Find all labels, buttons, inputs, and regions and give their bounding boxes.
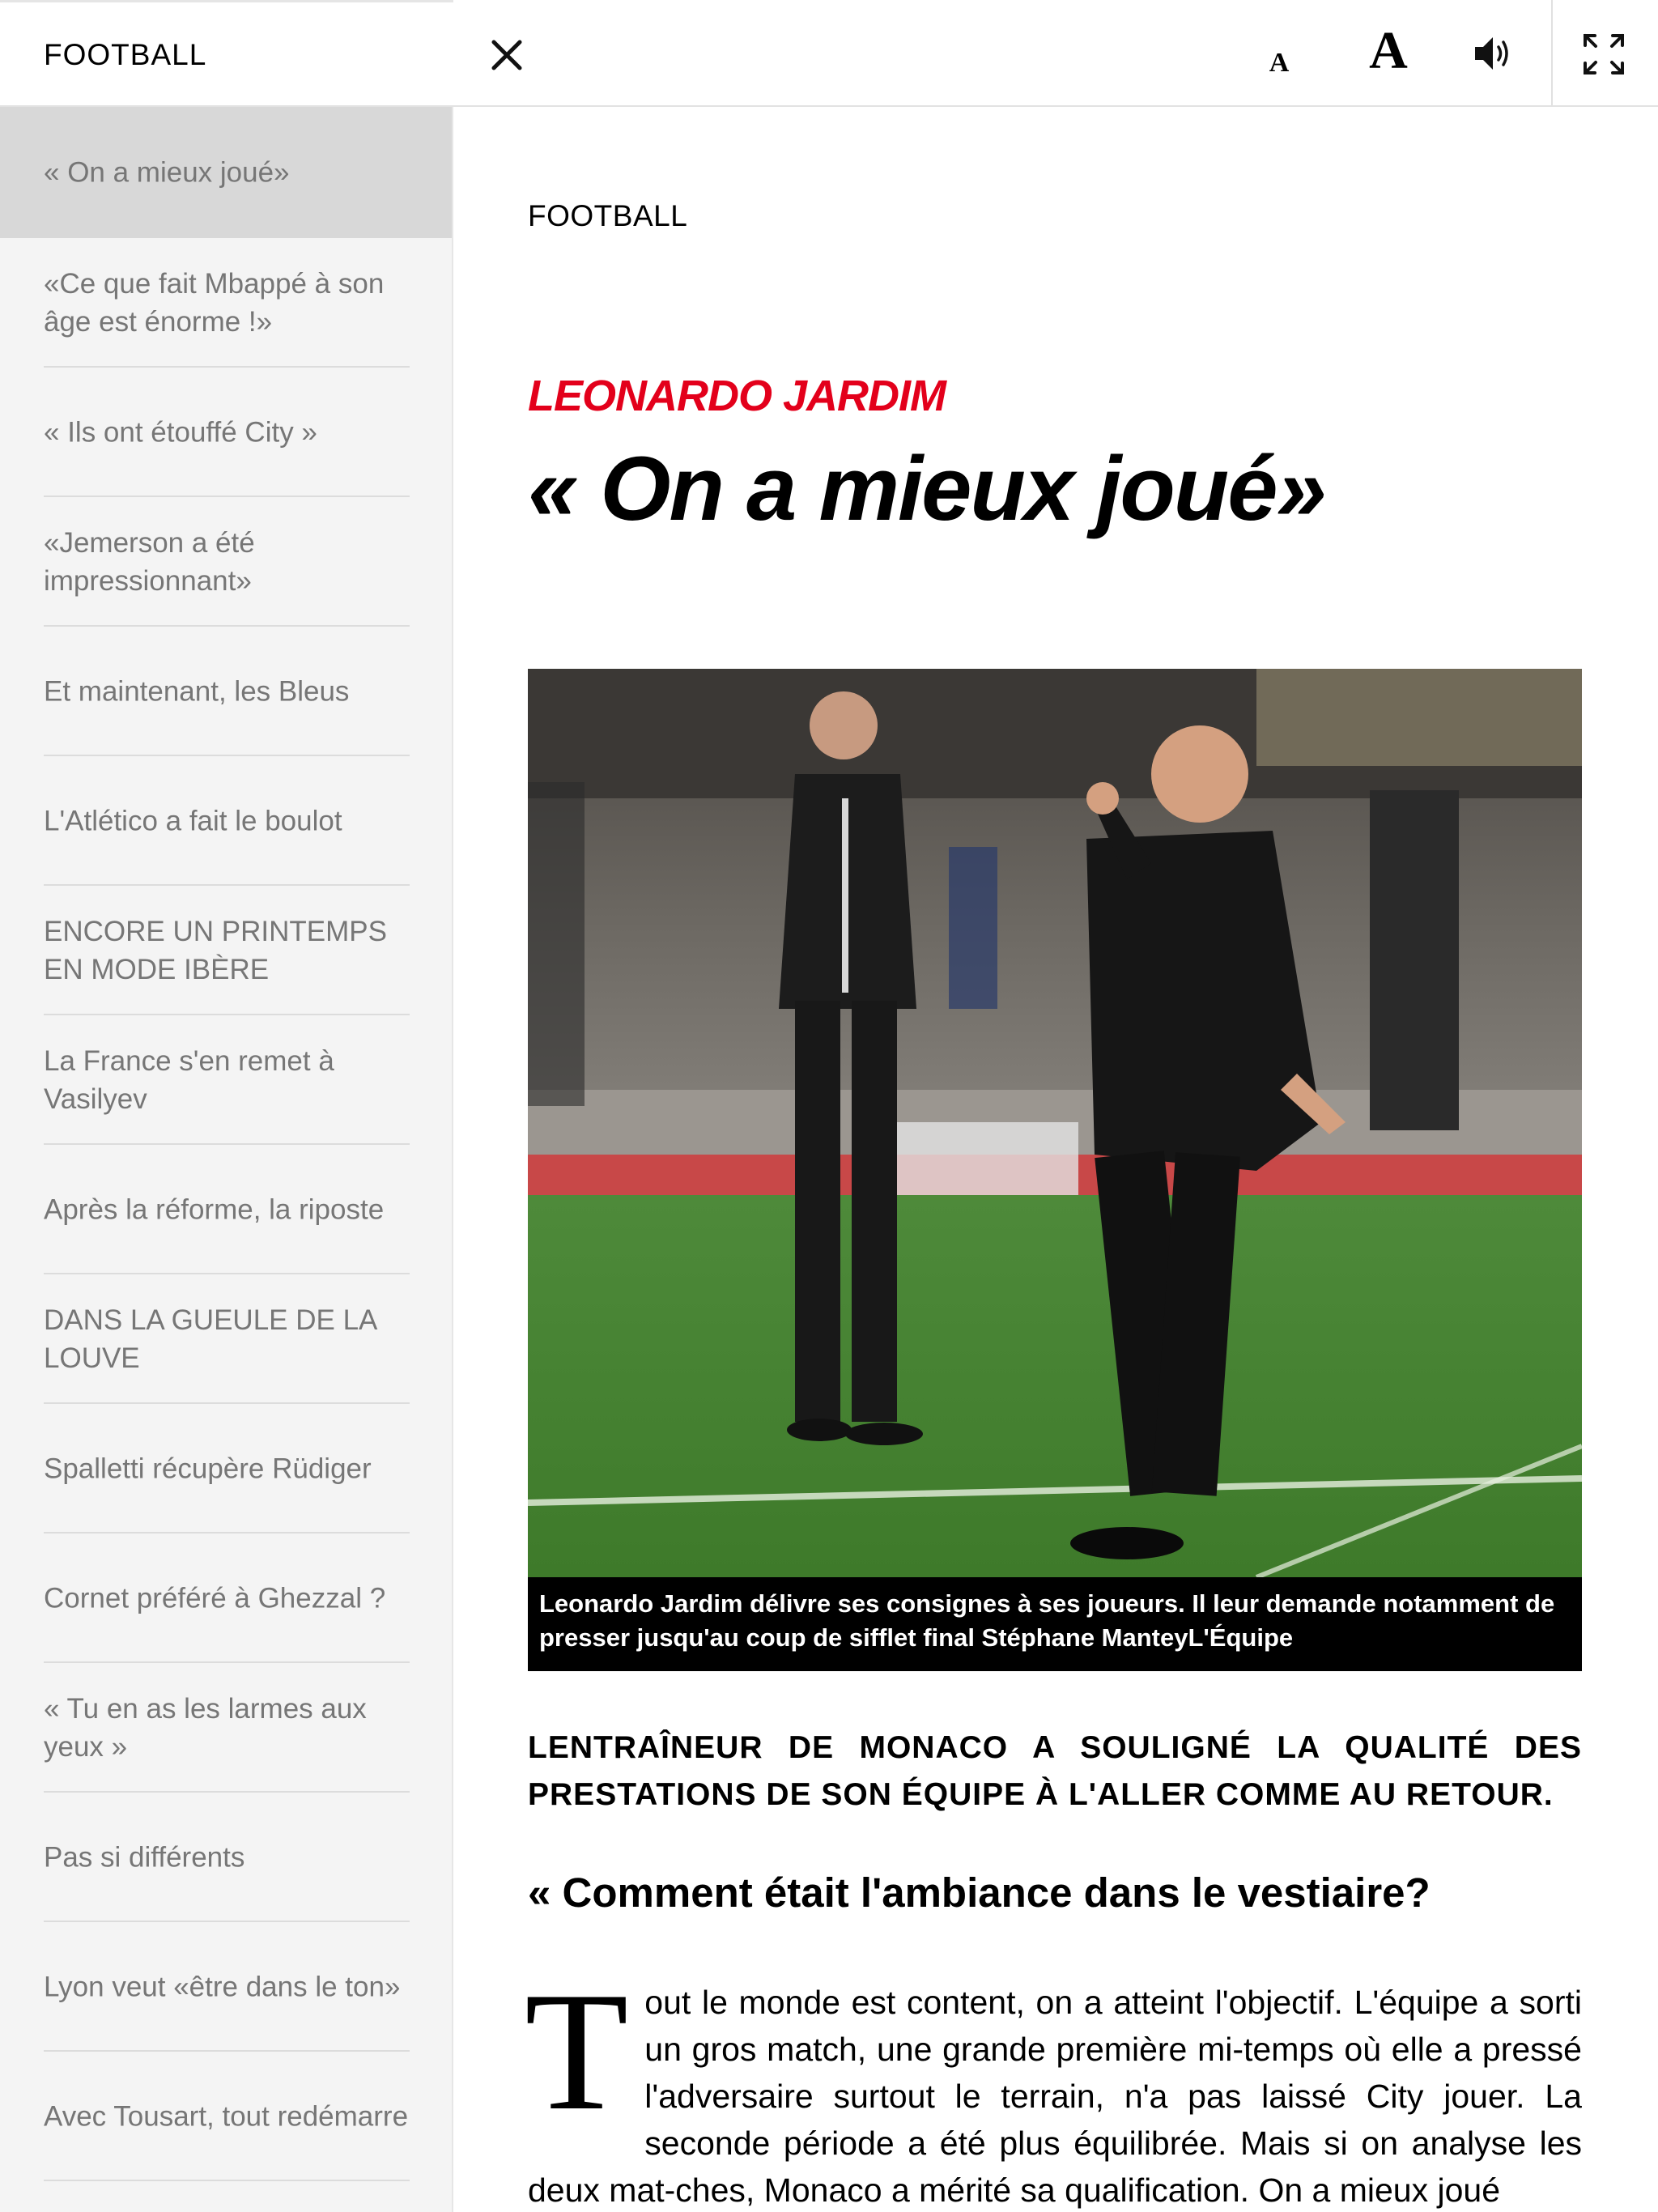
close-icon xyxy=(484,32,529,78)
article-lead xyxy=(528,1725,1582,1819)
sidebar-item-label: Spalletti récupère Rüdiger xyxy=(44,1453,372,1485)
sidebar-item-label: ENCORE UN PRINTEMPS EN MODE IBÈRE xyxy=(44,916,387,985)
sidebar-item[interactable] xyxy=(0,497,452,627)
photo-caption: Leonardo Jardim délivre ses consignes à ses joueurs. Il leur demande notamment de presser jusqu'au coup de sifflet final Stéphane ManteyL'Équipe xyxy=(528,1577,1582,1671)
football-coach-photo xyxy=(528,669,1582,1577)
sidebar-item-label: Pas si différents xyxy=(44,1841,245,1874)
sidebar-item-label: Et maintenant, les Bleus xyxy=(44,675,350,708)
sidebar-item[interactable] xyxy=(0,1922,452,2052)
sidebar-item[interactable] xyxy=(0,368,452,497)
sidebar-item[interactable] xyxy=(0,1663,452,1793)
section-title: FOOTBALL xyxy=(44,38,207,71)
sidebar-item-label: «Ce que fait Mbappé à son âge est énorme !» xyxy=(44,268,385,338)
sidebar-item-label: Avec Tousart, tout redémarre xyxy=(44,2100,409,2133)
article-headline: « On a mieux joué» xyxy=(528,438,1325,539)
sidebar-item[interactable] xyxy=(0,2052,452,2181)
sidebar-item-active[interactable] xyxy=(0,107,452,238)
sidebar-item[interactable] xyxy=(0,238,452,368)
divider xyxy=(44,2180,410,2181)
section-header xyxy=(0,0,453,105)
drop-cap: T xyxy=(525,1958,629,2146)
article-lead-line: PRESTATIONS DE SON ÉQUIPE À L'ALLER COMME AU RETOUR. xyxy=(528,1777,1554,1812)
sidebar-item[interactable] xyxy=(0,1274,452,1404)
sidebar-item[interactable] xyxy=(0,1145,452,1274)
sidebar-item[interactable] xyxy=(0,1534,452,1663)
close-button[interactable] xyxy=(484,32,529,78)
sidebar-item-label: « Tu en as les larmes aux yeux » xyxy=(44,1693,367,1763)
article-body-text: out le monde est content, on a atteint l'objectif. L'équipe a sorti un gros match, une grande première mi-temps où elle a pressé l'adversaire surtout le terrain, n'a pas laissé City jouer. La seconde période a été plus équilibrée. Mais si on analyse les deux mat-ches, Monaco a mérité sa qualification. On a mieux joué xyxy=(528,1984,1582,2209)
sidebar-item-label: La France s'en remet à Vasilyev xyxy=(44,1045,334,1115)
sidebar-item[interactable] xyxy=(0,1015,452,1145)
sidebar-item[interactable] xyxy=(0,627,452,756)
sidebar-item[interactable] xyxy=(0,1404,452,1534)
speaker-icon xyxy=(1470,31,1519,76)
article-rubric: FOOTBALL xyxy=(528,199,688,232)
article-kicker: LEONARDO JARDIM xyxy=(528,372,946,420)
sidebar-item-label: «Jemerson a été impressionnant» xyxy=(44,527,255,597)
sidebar-item-label: L'Atlético a fait le boulot xyxy=(44,805,342,837)
sidebar-item-label: Cornet préféré à Ghezzal ? xyxy=(44,1582,386,1614)
sidebar-item-label: « Ils ont étouffé City » xyxy=(44,416,317,449)
sidebar-item[interactable] xyxy=(0,756,452,886)
fullscreen-button[interactable] xyxy=(1580,31,1627,78)
article-lead-line: LENTRAÎNEUR DE MONACO A SOULIGNÉ LA QUALITÉ DES xyxy=(528,1730,1582,1765)
sidebar-item[interactable] xyxy=(0,1793,452,1922)
sidebar-item-label: DANS LA GUEULE DE LA LOUVE xyxy=(44,1304,376,1374)
toolbar-divider xyxy=(1551,0,1553,105)
article-body xyxy=(525,1958,1582,2212)
sidebar-item-label: Après la réforme, la riposte xyxy=(44,1193,385,1226)
article-photo xyxy=(528,669,1582,1577)
speaker-button[interactable] xyxy=(1470,31,1519,76)
interview-question: « Comment était l'ambiance dans le vestiaire? xyxy=(528,1870,1431,1916)
top-bar xyxy=(0,0,1658,107)
article-list-sidebar xyxy=(0,107,453,2212)
sidebar-item[interactable] xyxy=(0,886,452,1015)
sidebar-item-label: Lyon veut «être dans le ton» xyxy=(44,1971,401,2003)
fullscreen-icon xyxy=(1580,31,1627,78)
font-size-small-icon[interactable]: A xyxy=(1269,48,1290,78)
font-size-large-icon[interactable]: A xyxy=(1369,21,1408,80)
sidebar-item-label: « On a mieux joué» xyxy=(44,156,290,189)
